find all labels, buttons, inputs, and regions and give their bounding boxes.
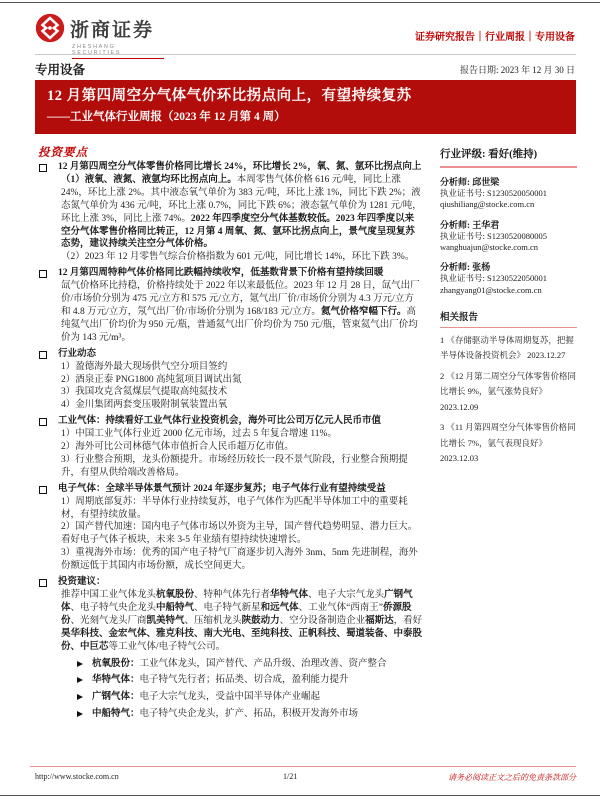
related-report-item: 1 《存储驱动半导体周期复苏，把握半导体设备投资机会》 2023.12.27 [440, 334, 574, 361]
related-report-item: 3 《11 月第四周空分气体零售价格同比增长 7%，氩气表现良好》 2023.12.03 [440, 422, 576, 464]
bottom-border-line [0, 795, 600, 796]
brand-subtitle: ZHESHANG SECURITIES [72, 44, 164, 59]
text-segment: ，看好 [393, 615, 423, 626]
paragraph [61, 399, 423, 412]
text-segment: 华特气体 [270, 590, 309, 600]
title-banner [35, 80, 576, 134]
text-segment: 电子气体：全球半导体景气预计 2024 年逐步复苏；电子气体行业有望持续受益 [58, 483, 386, 494]
analyst-email: zhangyang01@stocke.com.cn [440, 284, 542, 295]
section-header-row [35, 483, 423, 496]
text-segment: 昊华科技、金宏气体、雅克科技、南大光电、至纯科技、正帆科技、蜀道装备、中泰股份、中巨芯 [61, 628, 423, 652]
analyst-name: 分析师: 邱世梁 [440, 177, 500, 187]
text-segment: 、光刻气龙头厂商 [70, 615, 147, 626]
paragraph [61, 386, 423, 399]
stock-desc: 电子大宗气龙头，受益中国半导体产业崛起 [139, 692, 321, 703]
industry-rating: 行业评级: 看好(维持) [440, 146, 577, 168]
arrow-icon [77, 661, 83, 667]
text-segment: 1）中国工业气体行业近 2000 亿元市场，过去 5 年复合增速 11%。 [61, 429, 337, 440]
stock-recommendation-row [77, 691, 423, 704]
paragraph [61, 441, 423, 454]
analyst-license: 执业证书号: S1230520080005 [440, 230, 547, 241]
analyst-name: 分析师: 王华君 [440, 219, 500, 230]
stock-text [92, 708, 358, 721]
section-headline [58, 161, 423, 174]
report-date: 报告日期: 2023 年 12 月 30 日 [459, 65, 575, 75]
paragraph [61, 428, 423, 441]
text-segment: 1）周期底部复苏：半导体行业持续复苏，电子气体作为匹配半导体加工中的重要耗材，有望持续放量。 [61, 496, 408, 520]
report-subtitle: ——工业气体行业周报（2023 年 12 月第 4 周） [47, 111, 286, 123]
stock-name: 杭氧股份： [92, 658, 140, 669]
text-segment: 、特种气体先行者 [194, 590, 271, 600]
page-number: 1/21 [283, 772, 298, 781]
section [35, 415, 423, 480]
bullet-square-icon [39, 486, 47, 494]
section-headline [58, 483, 423, 496]
text-segment: 2）国产替代加速：国内电子气体市场以外资为主导，国产替代趋势明显、潜力巨大。看好电子气体子板块，未来 3-5 年业绩有望持续快速增长。 [61, 522, 418, 546]
text-segment: 3）我国攻克含氦煤层气提取高纯氦技术 [61, 387, 228, 398]
investment-highlights-label: 投资要点 [38, 147, 88, 159]
paragraph [61, 521, 423, 547]
text-segment: 、工业气体“西南王” [298, 602, 384, 613]
header-divider [35, 54, 576, 55]
text-segment: 广钢气体 [61, 590, 413, 613]
text-segment: （2）2023 年 12 月零售气综合价格指数为 601 元/吨，同比增长 14%，环比下跌 3%。 [61, 252, 415, 263]
analyst-name: 分析师: 张杨 [440, 262, 491, 273]
text-segment: 4）金川集团两套变压吸附制氧装置出氧 [61, 400, 228, 411]
text-segment: 推荐中国工业气体龙头 [61, 590, 157, 600]
footer-divider [30, 766, 576, 767]
brand-emblem-icon [35, 13, 65, 43]
text-segment: 12 月第四周特种气体价格同比跌幅持续收窄，低基数背景下价格有望持续回暖 [58, 268, 384, 279]
text-segment: 2）酒泉正泰 PNG1800 高纯氮项目调试出氮 [61, 374, 242, 385]
text-segment: 高纯氦气出厂价均价为 950 元/瓶，普通氦气出厂价均价为 750 元/瓶，管束氦气出厂价均价为 143 元/m³。 [61, 306, 418, 343]
section-headline [58, 415, 423, 428]
bullet-square-icon [39, 579, 47, 587]
section-header-row [35, 267, 423, 280]
text-segment: 12 月第四周空分气体零售价格同比增长 24%，环比增长 2%，氧、氮、氩环比拐点向上 [58, 162, 422, 172]
analyst-license: 执业证书号: S1230522050001 [440, 273, 547, 284]
text-segment: 氙气价格环比持稳，价格持续处于 2022 年以来最低位。2023 年 12 月 28 日，氙气出厂价/市场价分别为 475 元/立方和 575 元/立方，氪气出厂价/市场价分别为 4.3 万元/立方和 4.8 万元/立方，氖气出厂价/市场价分别为 168/183 元/立方。 [61, 281, 420, 317]
text-segment: 投资建议： [58, 577, 106, 588]
paragraph [61, 361, 423, 374]
section-headline [58, 267, 423, 280]
related-report-item: 2 《12 月第二周空分气体零售价格同比增长 9%，氩气涨势良好》 2023.12.09 [440, 370, 577, 412]
stock-text [92, 691, 320, 704]
paragraph [61, 251, 423, 264]
paragraph [61, 454, 423, 480]
bullet-square-icon [39, 164, 47, 172]
text-segment: 2022 年四季度空分气体基数较低。2023 年四季度以来空分气体零售价格同比转正，12 月第 4 周氧、氮、氩环比拐点向上，景气度呈现复苏态势，建议持续关注空分气体价格。 [61, 213, 415, 250]
site-url-link[interactable]: http://www.stocke.com.cn [35, 772, 119, 781]
section [35, 483, 423, 573]
text-segment: 、电子特气央企龙头 [70, 602, 157, 613]
text-segment: 工业气体：持续看好工业气体行业投资机会，海外可比公司万亿元人民币市值 [58, 416, 382, 427]
text-segment: 氦气价格窄幅下行。 [320, 306, 407, 317]
text-segment: 2）海外可比公司林德气体市值折合人民币超万亿市值。 [61, 442, 294, 453]
analyst-email: qiushiliang@stocke.com.cn [440, 199, 535, 210]
section-header-row [35, 161, 423, 174]
sections-container [35, 161, 423, 724]
stock-name: 华特气体： [92, 675, 140, 686]
section [35, 267, 423, 344]
section [35, 576, 423, 721]
section-headline [58, 576, 423, 589]
stock-recommendation-row [77, 674, 423, 687]
top-border-line [0, 2, 600, 3]
section-headline [58, 348, 423, 361]
text-segment: 凯美特气 [146, 615, 185, 626]
stock-recommendation-row [77, 658, 423, 671]
arrow-icon [77, 711, 83, 717]
analyst-license: 执业证书号: S1230520050001 [440, 188, 547, 199]
report-title: 12 月第四周空分气体气价环比拐点向上，有望持续复苏 [47, 88, 412, 104]
text-segment: 和远气体 [260, 602, 299, 613]
stock-text [92, 674, 349, 687]
paragraph [61, 374, 423, 387]
stock-name: 中船特气： [92, 709, 140, 720]
bullet-square-icon [39, 270, 47, 278]
analyst-email: wanghuajun@stocke.com.cn [440, 242, 538, 253]
stock-desc: 电子特气先行者；拓品类、切合成，盈利能力提升 [139, 675, 349, 686]
analyst-block [440, 177, 577, 211]
bullet-square-icon [39, 351, 47, 359]
related-reports-title: 相关报告 [440, 309, 577, 328]
related-reports-container [440, 333, 577, 467]
stock-name: 广钢气体： [92, 692, 140, 703]
text-segment: 杭氧股份 [156, 590, 195, 600]
stock-text [92, 658, 387, 671]
text-segment: 3）重视海外市场：优秀的国产电子特气厂商逐步切入海外 3nm、5nm 先进制程，海外份额远低于其国内市场份额，成长空间更大。 [61, 548, 418, 572]
text-segment: 、电子大宗气龙头 [308, 590, 385, 600]
paragraph [61, 589, 423, 654]
text-segment: 1）盈德海外最大现场供气空分项目签约 [61, 361, 228, 372]
text-segment: 、空分设备制造企业 [279, 615, 366, 626]
brand-name: 浙商证券 [70, 19, 155, 41]
analyst-block [440, 262, 577, 296]
stock-recommendation-row [77, 708, 423, 721]
text-segment: 行业动态 [58, 348, 97, 359]
paragraph [61, 496, 423, 522]
disclaimer-text: 请务必阅读正文之后的免责条款部分 [448, 773, 576, 782]
section-header-row [35, 348, 423, 361]
section [35, 348, 423, 413]
category-label: 专用设备 [35, 63, 86, 77]
stock-desc: 电子特气央企龙头，扩产、拓品，积极开发海外市场 [139, 709, 359, 720]
section-header-row [35, 576, 423, 589]
header-tags: 证券研究报告｜行业周报｜专用设备 [415, 32, 575, 43]
section-header-row [35, 415, 423, 428]
arrow-icon [77, 694, 83, 700]
text-segment: 3）行业整合预期，龙头份额提升。市场经历较长一段不景气阶段，行业整合预期提升，有望从供给端改善格局。 [61, 454, 408, 478]
sidebar [440, 146, 577, 467]
arrow-icon [77, 677, 83, 683]
analysts-container [440, 177, 577, 296]
text-segment: 、压缩机龙头 [184, 615, 242, 626]
text-segment: 本周零售气体价格 616 元/吨，同比上涨 24%，环比上涨 2%。其中液态氧气单价为 383 元/吨，环比上涨 1%，同比下跌 2%；液态氮气单价为 436 元/吨，环比上涨 0.7%，同比下跌 6%；液态氩气单价为 1281 元/吨，环比上涨 3%，同比上涨 74%。 [61, 174, 422, 224]
text-segment: 侨源股份 [61, 602, 412, 626]
bullet-square-icon [39, 418, 47, 426]
paragraph [61, 547, 423, 573]
paragraph [61, 174, 423, 251]
paragraph [61, 280, 423, 345]
text-segment: 福斯达 [365, 615, 394, 626]
text-segment: 等工业气体/电子特气公司。 [108, 641, 226, 652]
analyst-block [440, 220, 577, 254]
text-segment: 中船特气 [156, 602, 195, 613]
text-segment: 、电子特气新星 [194, 602, 261, 613]
text-segment: （1）液氧、液氮、液氩均环比拐点向上。 [61, 174, 237, 185]
text-segment: 陕鼓动力 [241, 615, 280, 626]
stock-desc: 工业气体龙头，国产替代、产品升级、治理改善、资产整合 [139, 658, 387, 669]
section [35, 161, 423, 264]
